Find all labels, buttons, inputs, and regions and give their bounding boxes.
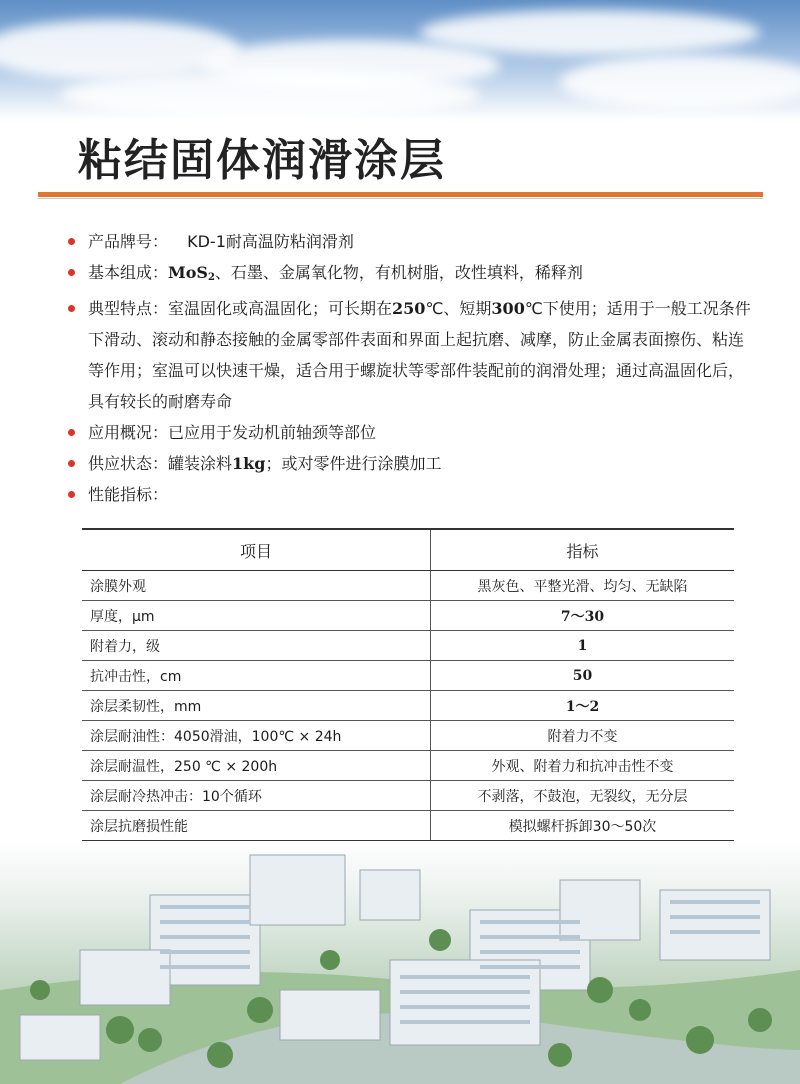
supply-label: 供应状态： [88, 454, 169, 473]
title-underline [38, 192, 763, 197]
item-cell: 抗冲击性，cm [82, 661, 431, 691]
application-label: 应用概况： [88, 423, 169, 442]
page-title: 粘结固体润滑涂层 [78, 135, 446, 186]
table-row [82, 811, 734, 841]
sky-banner [0, 0, 800, 120]
list-item [66, 448, 756, 479]
features-label: 典型特点： [88, 299, 169, 318]
title-underline-thin [38, 198, 763, 199]
supply-text: 罐装涂料 [168, 454, 233, 473]
item-cell: 附着力，级 [82, 631, 431, 661]
spec-cell: 1 [431, 631, 735, 661]
composition-rest: 、石墨、金属氧化物，有机树脂，改性填料，稀释剂 [214, 263, 583, 282]
item-cell: 涂层柔韧性，mm [82, 691, 431, 721]
item-cell: 涂膜外观 [82, 571, 431, 601]
bullet-icon [68, 491, 75, 498]
composition-label: 基本组成： [88, 263, 169, 282]
table-header-row [82, 529, 734, 571]
brand-label: 产品牌号： [88, 232, 169, 251]
column-header-spec: 指标 [431, 529, 735, 571]
list-item [66, 479, 756, 510]
bullet-icon [68, 305, 75, 312]
mos-text: MoS [168, 263, 208, 282]
list-item [66, 417, 756, 448]
list-item [66, 293, 756, 417]
spec-cell: 7～30 [431, 601, 735, 631]
performance-label: 性能指标： [88, 485, 169, 504]
spec-cell: 50 [431, 661, 735, 691]
features-text: ℃下使用；适用于一般工况条件下滑动、滚动和静态接触的金属零部件表面和界面上起抗磨、减摩，防止金属表面擦伤、粘连等作用；室温可以快速干燥，适合用于螺旋状等零部件装配前的润滑处理；通过高温固化后，具有较长的耐磨寿命 [88, 299, 751, 411]
table-row [82, 601, 734, 631]
bullet-icon [68, 238, 75, 245]
spec-cell: 外观、附着力和抗冲击性不变 [431, 751, 735, 781]
table-row [82, 781, 734, 811]
supply-weight: 1kg [232, 454, 266, 473]
item-cell: 涂层耐冷热冲击：10个循环 [82, 781, 431, 811]
campus-buildings-image [0, 840, 800, 1084]
table-row [82, 721, 734, 751]
table-row [82, 661, 734, 691]
list-item [66, 226, 756, 257]
spec-cell: 附着力不变 [431, 721, 735, 751]
application-value: 已应用于发动机前轴颈等部位 [168, 423, 377, 442]
mos-subscript: 2 [207, 272, 215, 283]
table-row [82, 751, 734, 781]
item-cell: 涂层耐油性：4050滑油，100℃ × 24h [82, 721, 431, 751]
supply-text: ；或对零件进行涂膜加工 [265, 454, 442, 473]
spec-cell: 1～2 [431, 691, 735, 721]
bullet-icon [68, 269, 75, 276]
item-cell: 涂层耐温性，250 ℃ × 200h [82, 751, 431, 781]
item-cell: 涂层抗磨损性能 [82, 811, 431, 841]
spec-table [82, 528, 734, 841]
column-header-item: 项目 [82, 529, 431, 571]
spec-cell: 模拟螺杆拆卸30～50次 [431, 811, 735, 841]
features-text: ℃、短期 [425, 299, 492, 318]
spec-cell: 黑灰色、平整光滑、均匀、无缺陷 [431, 571, 735, 601]
spec-cell: 不剥落，不鼓泡，无裂纹，无分层 [431, 781, 735, 811]
product-info-list [66, 226, 756, 510]
item-cell: 厚度，μm [82, 601, 431, 631]
temp-long: 250 [392, 299, 426, 318]
bullet-icon [68, 429, 75, 436]
table-row [82, 691, 734, 721]
table-row [82, 631, 734, 661]
campus-illustration [0, 840, 800, 1084]
features-text: 室温固化或高温固化；可长期在 [168, 299, 393, 318]
bullet-icon [68, 460, 75, 467]
brand-value: KD-1耐高温防粘润滑剂 [187, 232, 354, 251]
temp-short: 300 [491, 299, 525, 318]
table-row [82, 571, 734, 601]
list-item [66, 257, 756, 293]
